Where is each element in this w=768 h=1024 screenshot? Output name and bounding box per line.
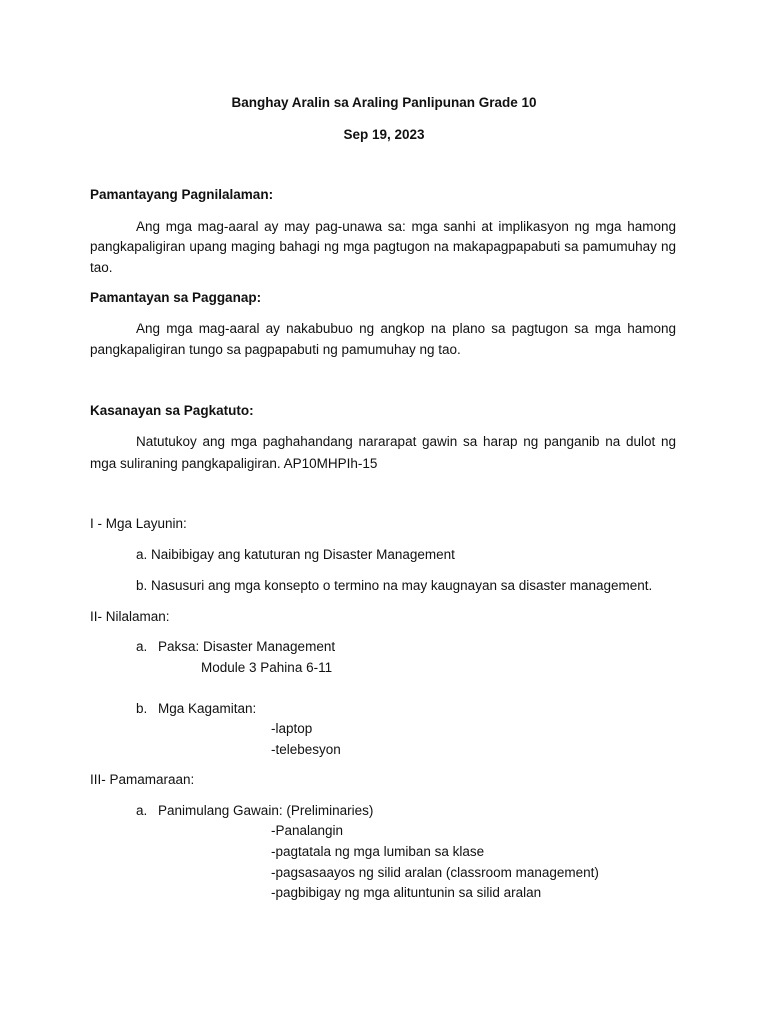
section-heading-pamantayang-pagnilalaman: Pamantayang Pagnilalaman: [90,187,274,202]
list-item-kagamitan: Mga Kagamitan: [158,701,257,716]
paragraph-line: Ang mga mag-aaral ay nakabubuo ng angkop na plano sa pagtugon sa mga hamong [136,321,676,336]
list-subitem: -telebesyon [271,742,341,757]
list-subitem: -pagsasaayos ng silid aralan (classroom management) [271,865,599,880]
list-marker: a. [136,803,148,818]
section-heading-pamamaraan: III- Pamamaraan: [90,772,195,787]
document-date: Sep 19, 2023 [343,127,425,142]
list-marker: a. [136,639,148,654]
paragraph-line: Ang mga mag-aaral ay may pag-unawa sa: mga sanhi at implikasyon ng mga hamong [136,219,676,234]
section-heading-layunin: I - Mga Layunin: [90,516,187,531]
list-subitem: Module 3 Pahina 6-11 [201,660,333,675]
list-marker: b. [136,701,148,716]
list-item-paksa: Paksa: Disaster Management [158,639,336,654]
paragraph-line: Natutukoy ang mga paghahandang nararapat gawin sa harap ng panganib na dulot ng [136,434,676,449]
section-heading-pamantayan-sa-pagganap: Pamantayan sa Pagganap: [90,290,262,305]
paragraph-line: pangkapaligiran tungo sa pagpapabuti ng pamumuhay ng tao. [90,342,461,357]
list-subitem: -pagtatala ng mga lumiban sa klase [271,844,485,859]
paragraph-line: mga suliraning pangkapaligiran. AP10MHPIh-15 [90,456,378,471]
list-item-panimulang-gawain: Panimulang Gawain: (Preliminaries) [158,803,374,818]
list-subitem: -laptop [271,721,313,736]
document-title: Banghay Aralin sa Araling Panlipunan Grade 10 [231,95,537,110]
paragraph-line: pangkapaligiran upang maging bahagi ng mga pagtugon na makapagpapabuti sa pamumuhay ng [90,239,676,254]
list-subitem: -Panalangin [271,823,344,838]
section-heading-kasanayan-sa-pagkatuto: Kasanayan sa Pagkatuto: [90,403,254,418]
list-item: b. Nasusuri ang mga konsepto o termino na may kaugnayan sa disaster management. [136,578,653,593]
list-subitem: -pagbibigay ng mga alituntunin sa silid aralan [271,885,542,900]
section-heading-nilalaman: II- Nilalaman: [90,609,170,624]
list-item: a. Naibibigay ang katuturan ng Disaster Management [136,547,455,562]
paragraph-line: tao. [90,260,113,275]
